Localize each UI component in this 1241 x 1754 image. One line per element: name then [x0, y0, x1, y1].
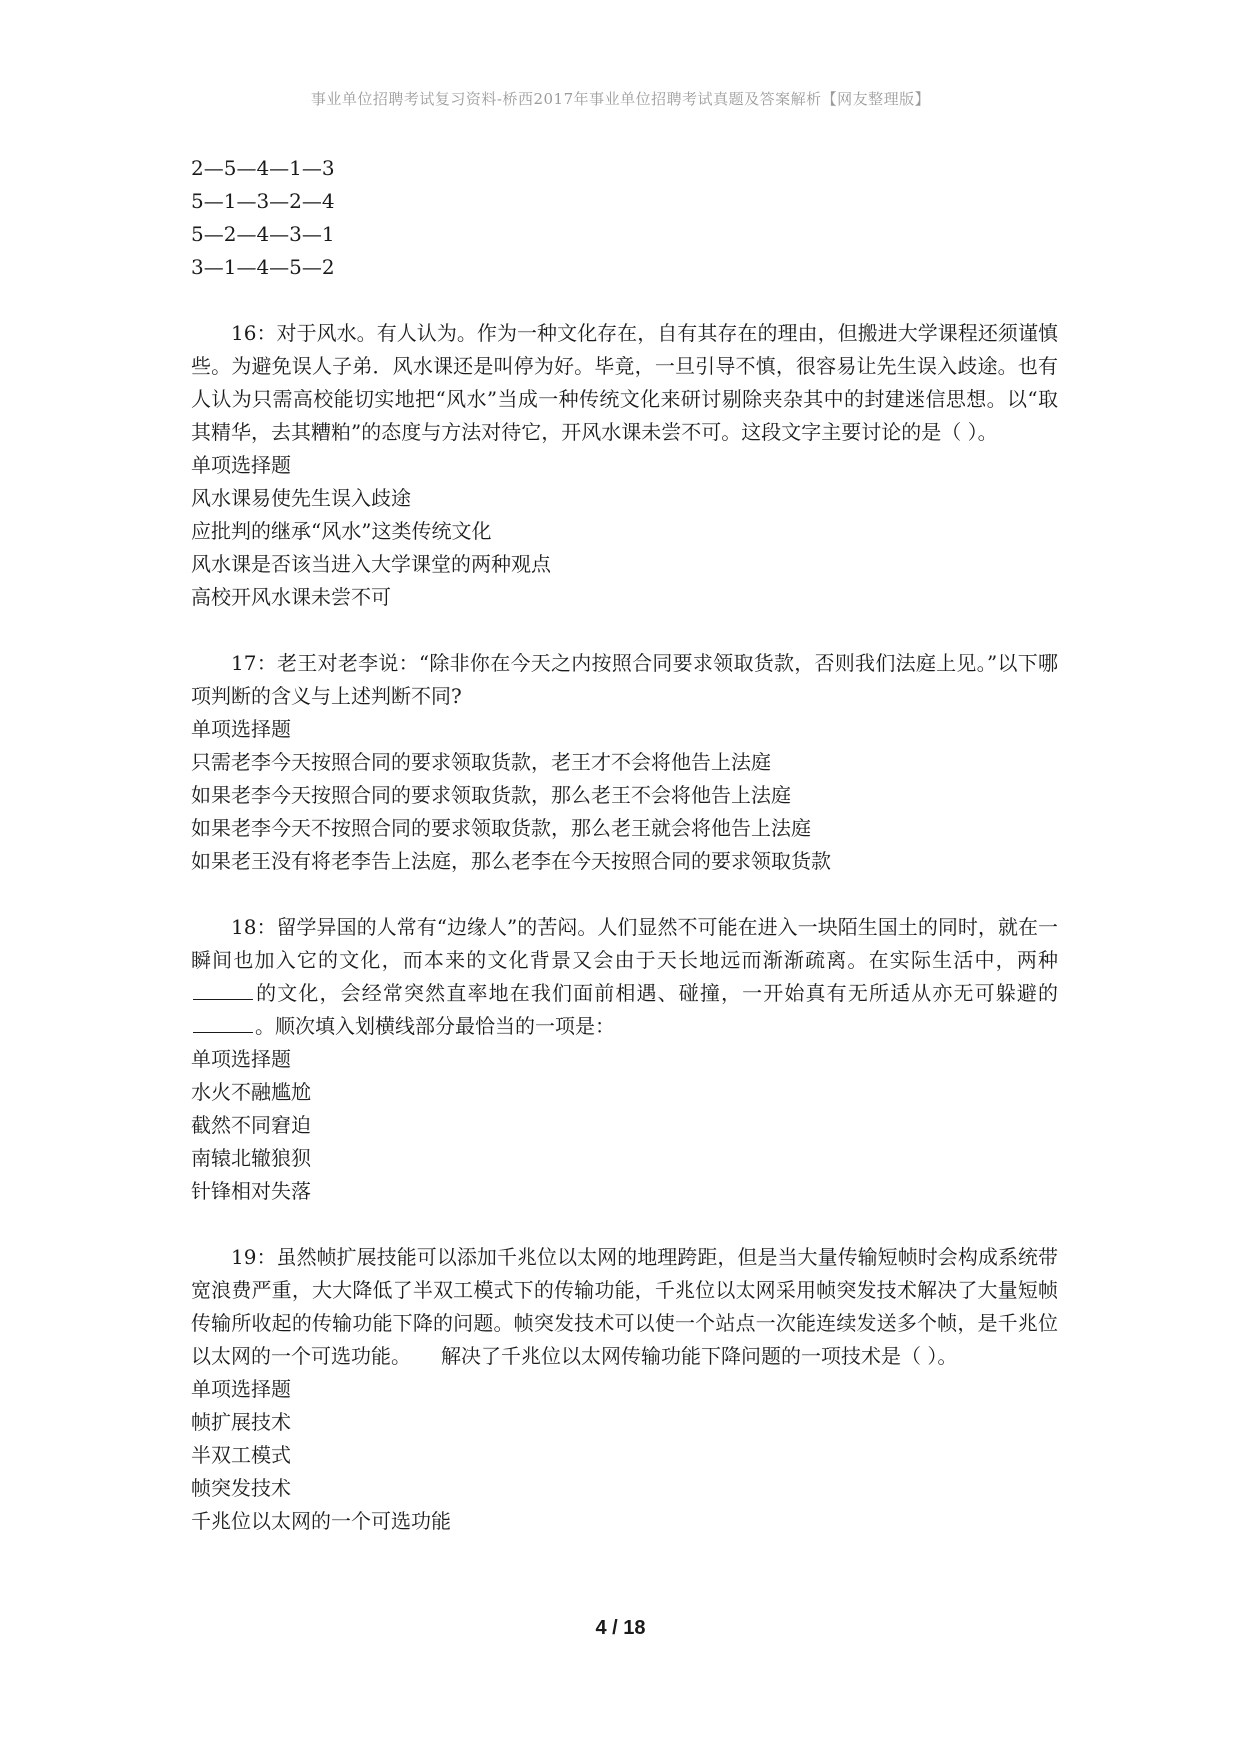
option-a: 只需老李今天按照合同的要求领取货款，老王才不会将他告上法庭 — [191, 750, 771, 774]
question-text: 16：对于风水。有人认为。作为一种文化存在，自有其存在的理由，但搬进大学课程还须谨慎些。为避免误人子弟．风水课还是叫停为好。毕竟，一旦引导不慎，很容易让先生误入歧途。也有人认为只需高校能切实地把“风水”当成一种传统文化来研讨剔除夹杂其中的封建迷信思想。以“取其精华，去其糟粕”的态度与方法对待它，开风水课未尝不可。这段文字主要讨论的是（ ）。 — [191, 321, 1058, 444]
option-b: 半双工模式 — [191, 1443, 291, 1467]
option-list — [191, 482, 1058, 614]
option-list — [191, 1076, 1058, 1208]
question-18 — [191, 911, 1058, 1208]
question-text: 19：虽然帧扩展技能可以添加千兆位以太网的地理跨距，但是当大量传输短帧时会构成系统带宽浪费严重，大大降低了半双工模式下的传输功能，千兆位以太网采用帧突发技术解决了大量短帧传输所收起的传输功能下降的问题。帧突发技术可以使一个站点一次能连续发送多个帧，是千兆位以太网的一个可选功能。 解决了千兆位以太网传输功能下降问题的一项技术是（ ）。 — [191, 1245, 1058, 1368]
option-c: 风水课是否该当进入大学课堂的两种观点 — [191, 552, 551, 576]
option-a: 风水课易使先生误入歧途 — [191, 486, 411, 510]
page-header: 事业单位招聘考试复习资料-桥西2017年事业单位招聘考试真题及答案解析【网友整理版】 — [310, 90, 931, 108]
option-c: 如果老李今天不按照合同的要求领取货款，那么老王就会将他告上法庭 — [191, 816, 811, 840]
question-type: 单项选择题 — [191, 453, 291, 477]
sequence-option: 3—1—4—5—2 — [191, 255, 335, 279]
question-text-part: 。顺次填入划横线部分最恰当的一项是： — [255, 1014, 615, 1038]
option-b: 如果老李今天按照合同的要求领取货款，那么老王不会将他告上法庭 — [191, 783, 791, 807]
option-b: 截然不同窘迫 — [191, 1113, 311, 1137]
question-text-part: 的文化，会经常突然直率地在我们面前相遇、碰撞，一开始真有无所适从亦无可躲避的 — [255, 981, 1058, 1005]
question-type: 单项选择题 — [191, 1377, 291, 1401]
page-number: 4 / 18 — [595, 1617, 646, 1639]
fill-blank — [193, 1031, 253, 1033]
question-text: 17：老王对老李说：“除非你在今天之内按照合同要求领取货款，否则我们法庭上见。”以下哪项判断的含义与上述判断不同? — [191, 651, 1058, 708]
option-d: 高校开风水课未尝不可 — [191, 585, 391, 609]
sequence-option: 5—2—4—3—1 — [191, 222, 335, 246]
option-list — [191, 746, 1058, 878]
option-a: 水火不融尴尬 — [191, 1080, 311, 1104]
question-type: 单项选择题 — [191, 717, 291, 741]
question-19 — [191, 1241, 1058, 1538]
question-16 — [191, 317, 1058, 614]
document-body — [191, 152, 1058, 1538]
fill-blank — [193, 998, 253, 1000]
question-text — [191, 911, 1058, 1043]
question-type: 单项选择题 — [191, 1047, 291, 1071]
option-b: 应批判的继承“风水”这类传统文化 — [191, 519, 492, 543]
sequence-option: 5—1—3—2—4 — [191, 189, 335, 213]
sequence-option: 2—5—4—1—3 — [191, 156, 335, 180]
option-d: 千兆位以太网的一个可选功能 — [191, 1509, 451, 1533]
option-a: 帧扩展技术 — [191, 1410, 291, 1434]
option-c: 帧突发技术 — [191, 1476, 291, 1500]
question-text-part: 18：留学异国的人常有“边缘人”的苦闷。人们显然不可能在进入一块陌生国土的同时，就在一瞬间也加入它的文化，而本来的文化背景又会由于天长地远而渐渐疏离。在实际生活中，两种 — [191, 915, 1058, 972]
option-c: 南辕北辙狼狈 — [191, 1146, 311, 1170]
sequence-options — [191, 152, 1058, 284]
option-list — [191, 1406, 1058, 1538]
question-17 — [191, 647, 1058, 878]
option-d: 针锋相对失落 — [191, 1179, 311, 1203]
option-d: 如果老王没有将老李告上法庭，那么老李在今天按照合同的要求领取货款 — [191, 849, 831, 873]
